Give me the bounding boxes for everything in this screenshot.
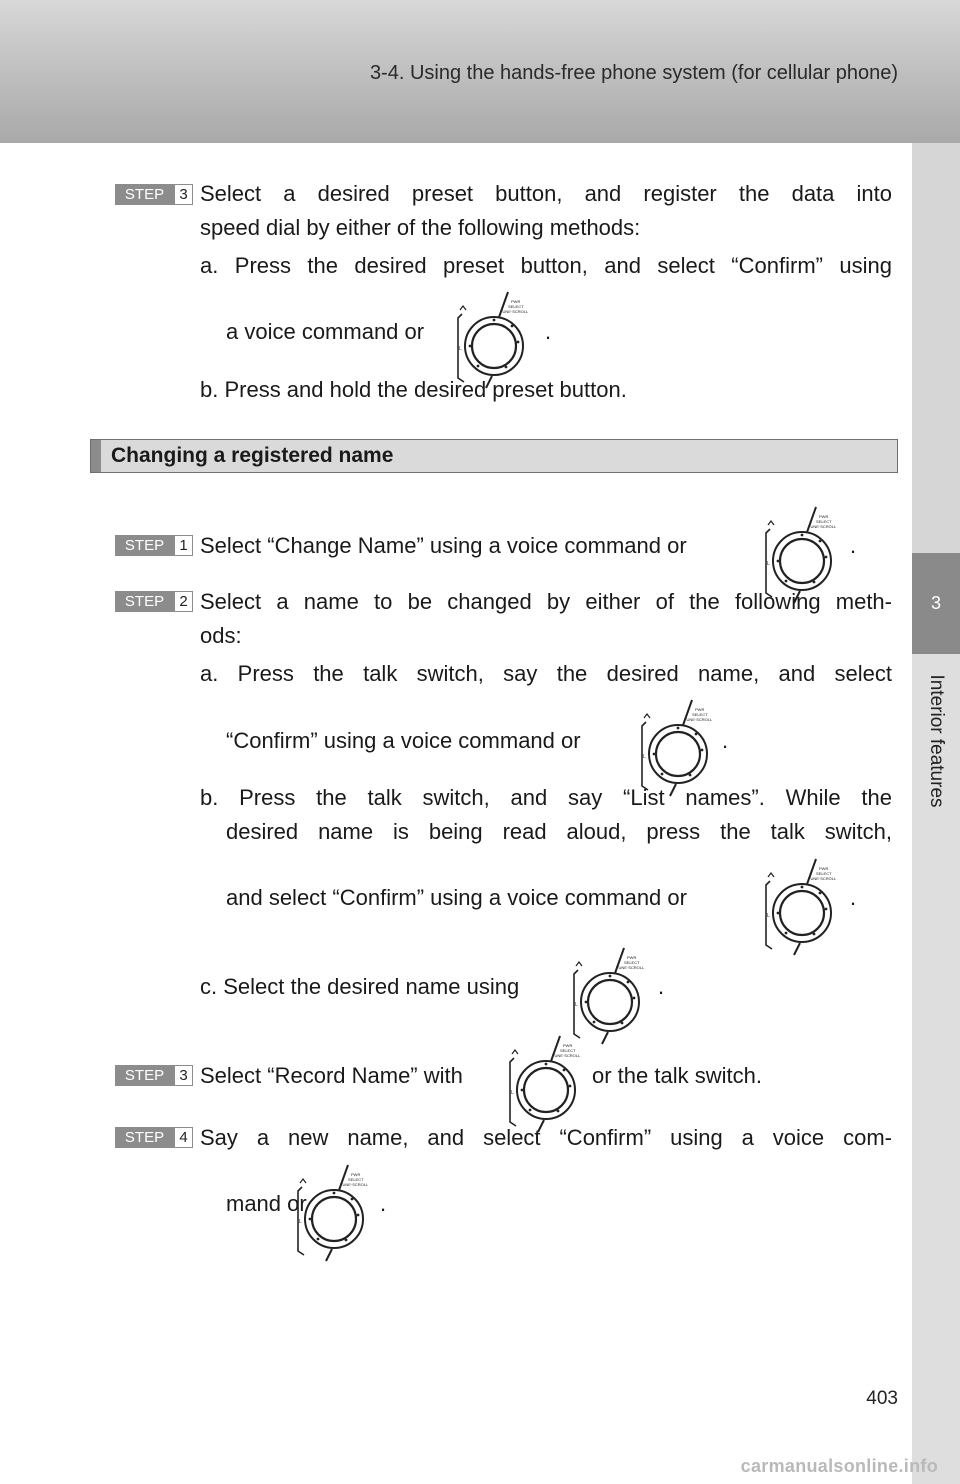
tune-scroll-knob-icon bbox=[640, 698, 712, 798]
step-word: STEP bbox=[124, 1067, 165, 1084]
paragraph-line: Select a name to be changed by either of the following meth- bbox=[200, 589, 892, 614]
paragraph-line: Select “Record Name” with bbox=[200, 1063, 463, 1088]
list-item-c: c. Select the desired name using bbox=[200, 974, 520, 999]
step-badge bbox=[115, 1127, 193, 1148]
step-badge bbox=[115, 1065, 193, 1086]
text-fragment: . bbox=[545, 319, 552, 344]
chapter-label: Interior features bbox=[926, 674, 947, 808]
tune-scroll-knob-icon bbox=[764, 857, 836, 957]
page-header bbox=[0, 0, 960, 143]
paragraph-line: Select “Change Name” using a voice command or bbox=[200, 533, 687, 558]
list-item-b: b. Press and hold the desired preset button. bbox=[200, 377, 627, 402]
step-number: 4 bbox=[174, 1127, 193, 1148]
paragraph-line: Say a new name, and select “Confirm” using a voice com- bbox=[200, 1125, 892, 1150]
tune-scroll-knob-icon bbox=[296, 1163, 368, 1263]
text-fragment: . bbox=[850, 533, 857, 558]
list-item-b: b. Press the talk switch, and say “List names”. While the bbox=[200, 785, 892, 810]
side-tab-upper bbox=[912, 143, 960, 553]
step-badge bbox=[115, 591, 193, 612]
paragraph-line: mand or bbox=[226, 1191, 307, 1216]
step-number: 2 bbox=[174, 591, 193, 612]
step-word: STEP bbox=[124, 593, 165, 610]
paragraph-line: ods: bbox=[200, 623, 242, 648]
paragraph-line: Select a desired preset button, and register the data into bbox=[200, 181, 892, 206]
text-fragment: a voice command or bbox=[226, 319, 425, 344]
text-fragment: . bbox=[658, 974, 665, 999]
step-badge bbox=[115, 535, 193, 556]
list-item-a-cont: “Confirm” using a voice command or bbox=[226, 728, 581, 753]
list-item-b-cont: and select “Confirm” using a voice command or bbox=[226, 885, 687, 910]
watermark: carmanualsonline.info bbox=[740, 1456, 938, 1476]
step-number: 1 bbox=[174, 535, 193, 556]
section-title-bar bbox=[90, 439, 898, 473]
text-fragment: or the talk switch. bbox=[592, 1063, 762, 1088]
step-word: STEP bbox=[124, 1129, 165, 1146]
section-accent bbox=[91, 440, 101, 472]
list-item-a: a. Press the desired preset button, and select “Confirm” using bbox=[200, 253, 892, 278]
tune-scroll-knob-icon bbox=[456, 290, 528, 390]
paragraph-line: speed dial by either of the following methods: bbox=[200, 215, 641, 240]
list-item-b-cont: desired name is being read aloud, press the talk switch, bbox=[226, 819, 892, 844]
list-item-a-cont bbox=[226, 318, 424, 346]
chapter-number-tab: 3 bbox=[912, 553, 960, 654]
text-fragment: . bbox=[850, 885, 857, 910]
step-word: STEP bbox=[124, 537, 165, 554]
step-number: 3 bbox=[174, 184, 193, 205]
step-number: 3 bbox=[174, 1065, 193, 1086]
page-number: 403 bbox=[866, 1388, 898, 1409]
list-item-a: a. Press the talk switch, say the desired name, and select bbox=[200, 661, 892, 686]
step-word: STEP bbox=[124, 186, 165, 203]
text-fragment: . bbox=[380, 1191, 387, 1216]
section-title: Changing a registered name bbox=[101, 440, 897, 472]
step-badge bbox=[115, 184, 193, 205]
tune-scroll-knob-icon bbox=[508, 1034, 580, 1134]
section-heading: 3-4. Using the hands-free phone system (for cellular phone) bbox=[369, 62, 898, 84]
text-fragment: . bbox=[722, 728, 729, 753]
tune-scroll-knob-icon bbox=[572, 946, 644, 1046]
